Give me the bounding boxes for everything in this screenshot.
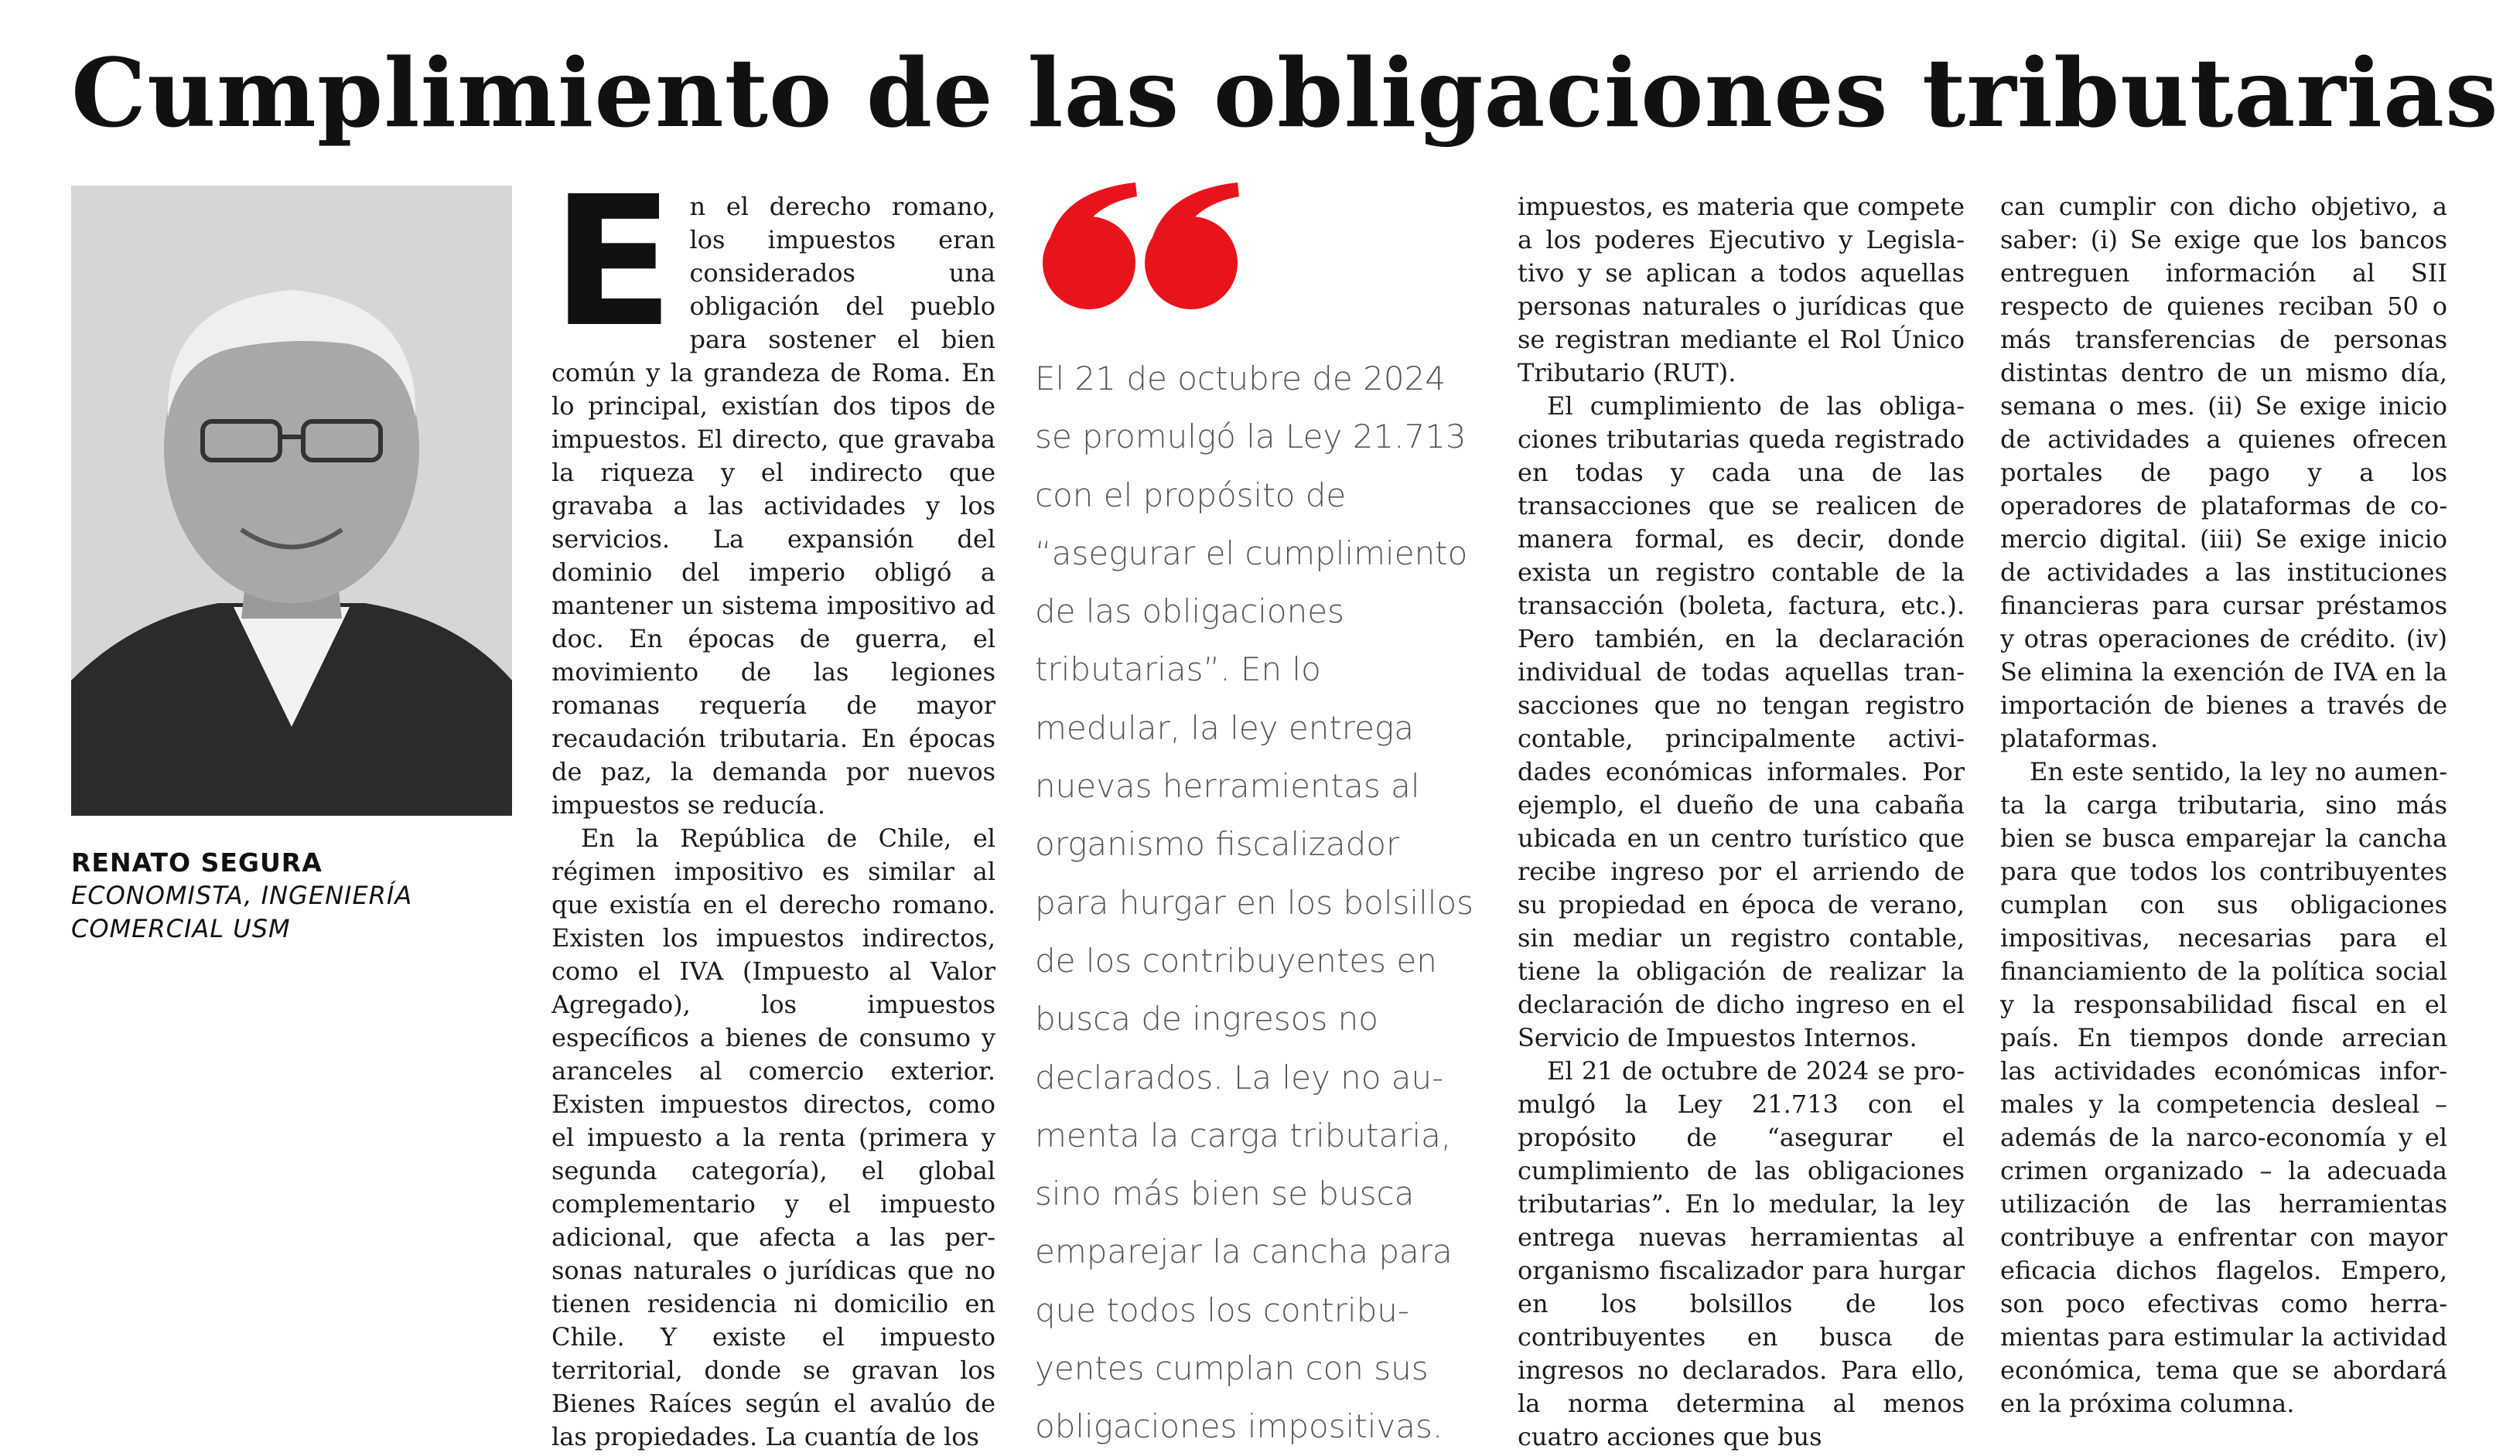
drop-cap: E [551, 158, 674, 367]
quote-icon [1035, 176, 1248, 315]
paragraph: En este sentido, la ley no aumenta la carga tributaria, sino más bien se busca emparejar la cancha para que todos los contribuyentes cumplan con sus obligaciones impositivas, necesarias para el financiamiento de la política social y la responsabilidad fiscal en el país. En tiempos donde arrecian las actividades económicas informales y la competencia desleal – además de la narco-economía y el crimen organizado – la adecuada utilización de las herramientas contribuye a enfrentar con mayor eficacia dichos flagelos. Empero, son poco efectivas como herramientas para estimular la actividad económica, tema que se abordará en la próxima columna. [2000, 757, 2447, 1418]
article-column-3 [1518, 190, 1965, 1451]
article-column-1 [551, 158, 995, 1451]
paragraph: n el derecho romano, los impuestos eran considerados una obligación del pueblo para sostener el bien común y la grandeza de Roma. En lo principal, existían dos tipos de impuestos. El directo, que gravaba la riqueza y el indirecto que gravaba a las actividades y los servicios. La expansión del dominio del imperio obligó a mantener un sistema impositivo ad doc. En épocas de guerra, el movimiento de las legiones romanas requería de mayor recaudación tributaria. En épocas de paz, la demanda por nuevos impuestos se reducía. [551, 192, 995, 820]
author-portrait-icon [71, 186, 512, 816]
paragraph: impuestos, es materia que compete a los poderes Ejecutivo y Legislativo y se aplican a todos aquellas personas naturales o jurídicas que se registran mediante el Rol Único Tributario (RUT). [1518, 192, 1965, 387]
paragraph: En la República de Chile, el régimen impositivo es similar al que existía en el derecho romano. Existen los impuestos indirectos, como el IVA (Impuesto al Valor Agregado), los impuestos específicos a bienes de consumo y aranceles al comercio exterior. Existen impuestos directos, como el impuesto a la renta (primera y segunda categoría), el global complementario y el impuesto adicional, que afecta a las personas naturales o jurídicas que no tienen residencia ni domicilio en Chile. Y existe el impuesto territorial, donde se gravan los Bienes Raíces según el avalúo de las propiedades. La cuantía de los [551, 823, 995, 1451]
author-role-line-1: ECONOMISTA, INGENIERÍA [71, 881, 413, 910]
paragraph: El cumplimiento de las obligaciones tributarias queda registrado en todas y cada una de las transacciones que se realicen de manera formal, es decir, donde exista un registro contable de la transacción (boleta, factura, etc.). Pero también, en la declaración individual de todas aquellas transacciones que no tengan registro contable, principalmente actividades económicas informales. Por ejemplo, el dueño de una cabaña ubicada en un centro turístico que recibe ingreso por el arriendo de su propiedad en época de verano, sin mediar un registro contable, tiene la obligación de realizar la declaración de dicho ingreso en el Servicio de Impuestos Internos. [1518, 391, 1965, 1052]
article-column-4 [2000, 190, 2447, 1427]
author-photo [71, 186, 512, 816]
pull-quote: El 21 de octubre de 2024 se promulgó la Ley 21.713 con el propósito de “asegurar el cumplimiento de las obligaciones tributarias”. En lo medular, la ley entrega nuevas herramientas al organismo fiscalizador para hurgar en los bolsillos de los contribuyentes en busca de ingresos no declarados. La ley no aumenta la carga tributaria, sino más bien se busca emparejar la cancha para que todos los contribuyentes cumplan con sus obligaciones impositivas. [1035, 360, 1473, 1446]
author-role [71, 879, 520, 946]
author-role-line-2: COMERCIAL USM [71, 914, 291, 943]
paragraph: El 21 de octubre de 2024 se promulgó la Ley 21.713 con el propósito de “asegurar el cumplimiento de las obligaciones tributarias”. En lo medular, la ley entrega nuevas herramientas al organismo fiscalizador para hurgar en los bolsillos de los contribuyentes en busca de ingresos no declarados. Para ello, la norma determina al menos cuatro acciones que bus [1518, 1056, 1965, 1451]
author-name: RENATO SEGURA [71, 847, 323, 878]
headline: Cumplimiento de las obligaciones tributarias [71, 37, 2499, 148]
paragraph: can cumplir con dicho objetivo, a saber: (i) Se exige que los bancos entreguen información al SII respecto de quienes reciban 50 o más transferencias de personas distintas dentro de un mismo día, semana o mes. (ii) Se exige inicio de actividades a quienes ofrecen portales de pago y a los operadores de plataformas de comercio digital. (iii) Se exige inicio de actividades a las instituciones financieras para cursar préstamos y otras operaciones de crédito. (iv) Se elimina la exención de IVA en la importación de bienes a través de plataformas. [2000, 192, 2447, 753]
